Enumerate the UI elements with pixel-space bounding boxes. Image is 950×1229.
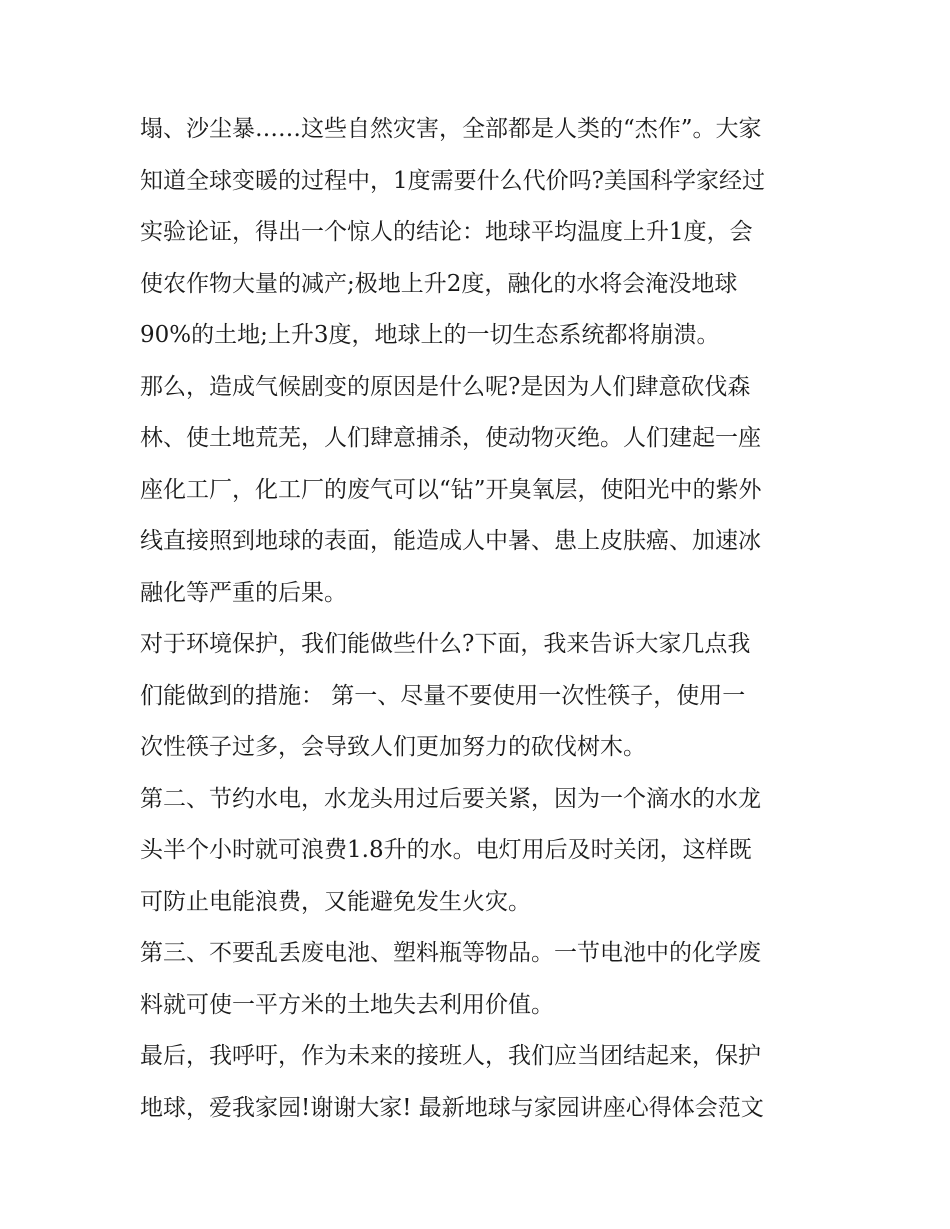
text-line: 第三、不要乱丢废电池、塑料瓶等物品。一节电池中的化学废 [140, 940, 761, 966]
text-line: 最后，我呼吁，作为未来的接班人，我们应当团结起来，保护 [140, 1043, 761, 1069]
document-body [140, 104, 820, 1134]
text-line: 使农作物大量的减产;极地上升2度，融化的水将会淹没地球 [140, 270, 738, 297]
text-line: 可防止电能浪费，又能避免发生火灾。 [140, 888, 531, 915]
text-line: 线直接照到地球的表面，能造成人中暑、患上皮肤癌、加速冰 [140, 528, 761, 554]
text-line: 们能做到的措施： 第一、尽量不要使用一次性筷子，使用一 [140, 682, 746, 709]
text-line: 料就可使一平方米的土地失去利用价值。 [140, 991, 554, 1018]
text-line: 第二、节约水电，水龙头用过后要关紧，因为一个滴水的水龙 [140, 785, 761, 812]
text-line: 对于环境保护，我们能做些什么?下面，我来告诉大家几点我 [140, 631, 751, 657]
text-line: 头半个小时就可浪费1.8升的水。电灯用后及时关闭，这样既 [140, 837, 752, 863]
text-line: 地球，爱我家园!谢谢大家! 最新地球与家园讲座心得体会范文 [140, 1094, 764, 1121]
text-line: 那么，造成气候剧变的原因是什么呢?是因为人们肆意砍伐森 [140, 373, 751, 400]
text-line: 林、使土地荒芜，人们肆意捕杀，使动物灭绝。人们建起一座 [140, 425, 761, 451]
text-line: 融化等严重的后果。 [140, 579, 347, 606]
text-line: 塌、沙尘暴……这些自然灾害，全部都是人类的“杰作”。大家 [140, 116, 762, 142]
text-line: 座化工厂，化工厂的废气可以“钻”开臭氧层，使阳光中的紫外 [140, 476, 762, 503]
text-line: 实验论证，得出一个惊人的结论：地球平均温度上升1度，会 [140, 219, 753, 245]
text-line: 90%的土地;上升3度，地球上的一切生态系统都将崩溃。 [140, 322, 720, 348]
text-line: 次性筷子过多，会导致人们更加努力的砍伐树木。 [140, 734, 646, 760]
text-line: 知道全球变暖的过程中，1度需要什么代价吗?美国科学家经过 [140, 167, 765, 194]
